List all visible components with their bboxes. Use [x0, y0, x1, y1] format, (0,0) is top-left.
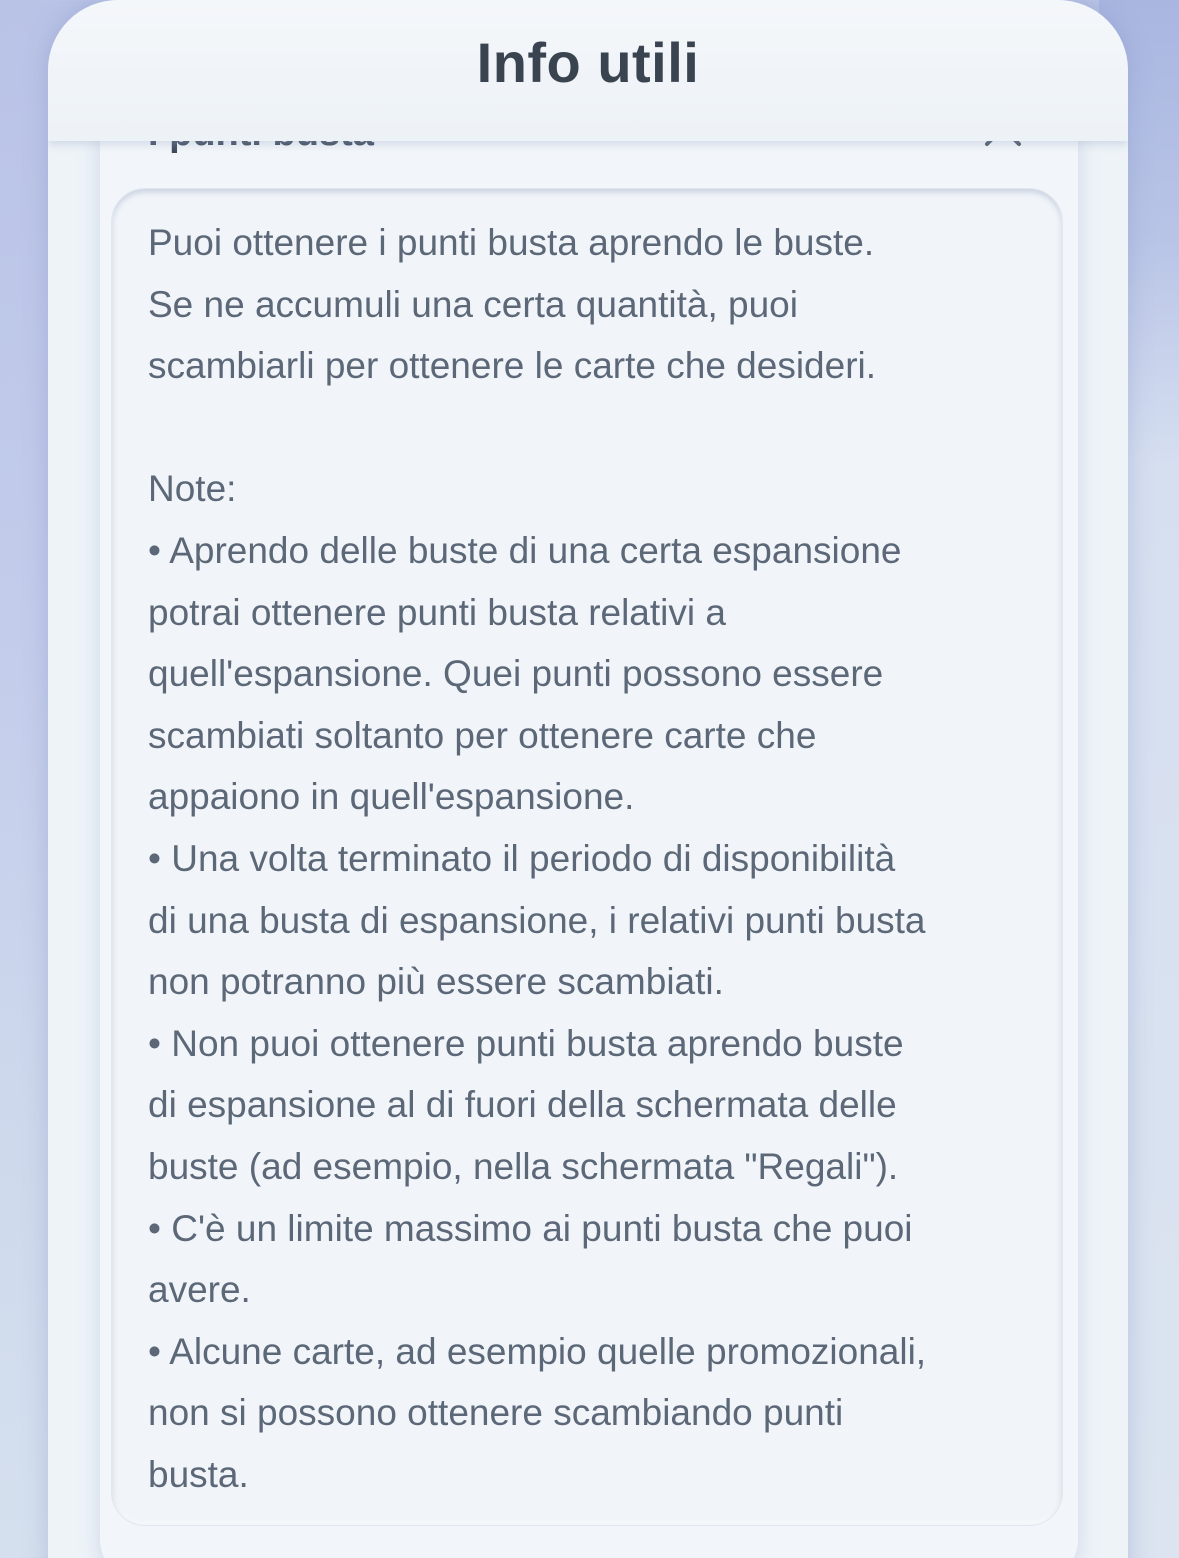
header-bar: [48, 0, 1128, 141]
description-text: Puoi ottenere i punti busta aprendo le buste. Se ne accumuli una certa quantità, puoi scambiarli per ottenere le carte che desideri. Note: • Aprendo delle buste di una certa espansione potrai ottenere punti busta relativi a quell'espansione. Quei punti possono essere scambiati soltanto per ottenere carte che appaiono in quell'espansione. • Una volta terminato il periodo di disponibilità di una busta di espansione, i relativi punti busta non potranno più essere scambiati. • Non puoi ottenere punti busta aprendo buste di espansione al di fuori della schermata delle buste (ad esempio, nella schermata "Regali"). • C'è un limite massimo ai punti busta che puoi avere. • Alcune carte, ad esempio quelle promozionali, non si possono ottenere scambiando punti busta.: [148, 222, 927, 1495]
info-panel: [48, 0, 1128, 1558]
page-title: Info utili: [476, 31, 700, 94]
